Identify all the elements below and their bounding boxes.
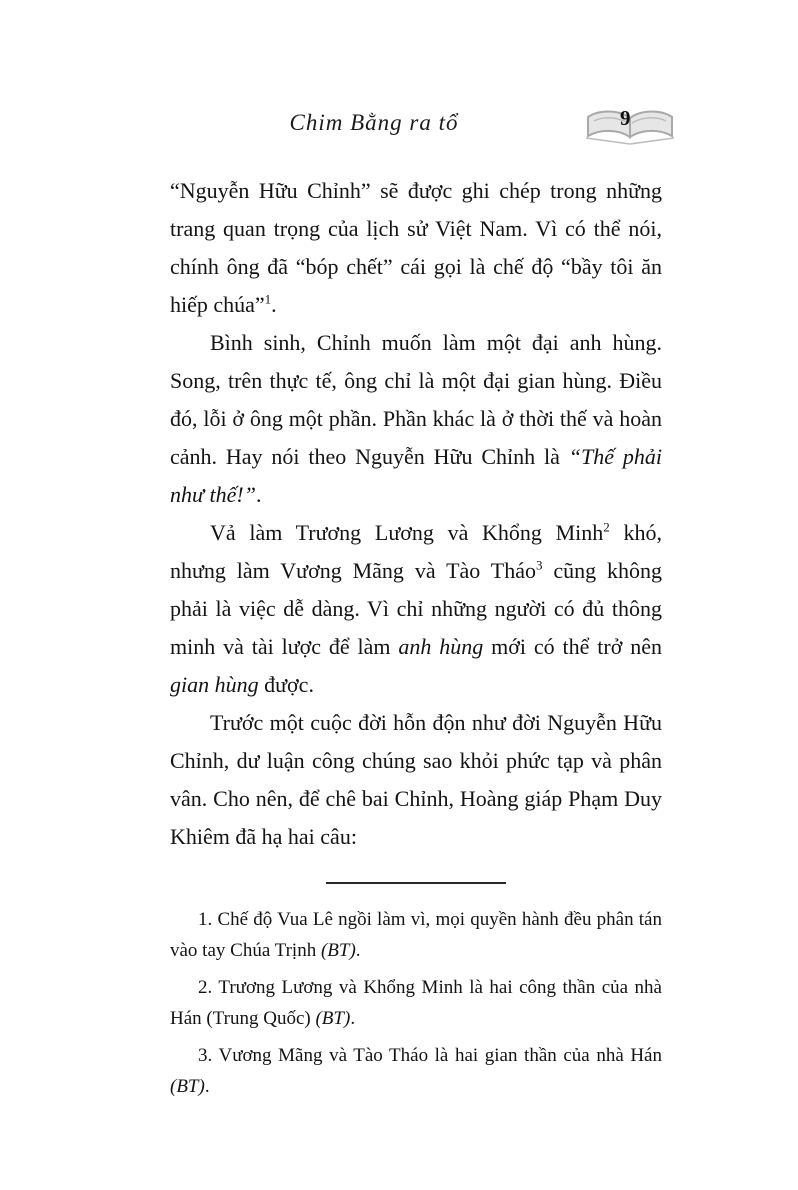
- footnote-ref: 3: [535, 557, 543, 573]
- footnote: [170, 972, 662, 1034]
- paragraph: [170, 514, 662, 704]
- footnote-ref: 2: [603, 519, 610, 535]
- emphasized-text: (BT): [315, 1008, 351, 1029]
- text-run: “Nguyễn Hữu Chỉnh” sẽ được ghi chép trong những trang quan trọng của lịch sử Việt Nam. Vì có thể nói, chính ông đã “bóp chết” cái gọi là chế độ “bầy tôi ăn hiếp chúa”: [170, 178, 662, 317]
- text-run: cũng không phải là việc dễ dàng. Vì chỉ những người có đủ thông minh và tài lược để làm: [170, 558, 662, 659]
- paragraph: [170, 172, 662, 324]
- footnote-ref: 1: [264, 291, 272, 307]
- running-head-title: Chim Bằng ra tổ: [289, 110, 459, 135]
- body-text: [170, 172, 662, 1108]
- text-run: Trước một cuộc đời hỗn độn như đời Nguyễn Hữu Chỉnh, dư luận công chúng sao khỏi phức tạp và phân vân. Cho nên, để chê bai Chỉnh, Hoàng giáp Phạm Duy Khiêm đã hạ hai câu:: [170, 710, 662, 849]
- text-run: 2. Trương Lương và Khổng Minh là hai công thần của nhà Hán (Trung Quốc): [170, 977, 662, 1029]
- paragraph-block: [170, 172, 662, 856]
- footnote-block: [170, 904, 662, 1102]
- text-run: .: [355, 940, 361, 961]
- page-header: [170, 104, 668, 148]
- text-run: .: [255, 482, 262, 507]
- text-run: 1. Chế độ Vua Lê ngồi làm vì, mọi quyền hành đều phân tán vào tay Chúa Trịnh: [170, 909, 662, 961]
- text-run: .: [204, 1076, 210, 1097]
- emphasized-text: gian hùng: [170, 672, 259, 697]
- text-run: Vả làm Trương Lương và Khổng Minh: [210, 520, 604, 545]
- emphasized-text: anh hùng: [398, 634, 484, 659]
- text-run: .: [271, 292, 277, 317]
- footnote-separator: [326, 882, 506, 884]
- paragraph: [170, 324, 662, 514]
- paragraph: [170, 704, 662, 856]
- footnote: [170, 1040, 662, 1102]
- text-run: khó, nhưng làm Vương Mãng và Tào Tháo: [170, 520, 662, 583]
- text-run: Bình sinh, Chỉnh muốn làm một đại anh hùng. Song, trên thực tế, ông chỉ là một đại gian hùng. Điều đó, lỗi ở ông một phần. Phần khác là ở thời thế và hoàn cảnh. Hay nói theo Nguyễn Hữu Chỉnh là: [170, 330, 662, 469]
- emphasized-text: (BT): [170, 1076, 205, 1097]
- footnote: [170, 904, 662, 966]
- text-run: .: [350, 1008, 356, 1029]
- text-run: 3. Vương Mãng và Tào Tháo là hai gian thần của nhà Hán: [198, 1045, 662, 1066]
- emphasized-text: “Thế phải như thế!”: [170, 444, 662, 507]
- text-run: mới có thể trở nên: [483, 634, 663, 659]
- text-run: được.: [258, 672, 314, 697]
- page-number-ornament: [584, 104, 676, 148]
- emphasized-text: (BT): [320, 940, 356, 961]
- page-number: 9: [620, 106, 631, 130]
